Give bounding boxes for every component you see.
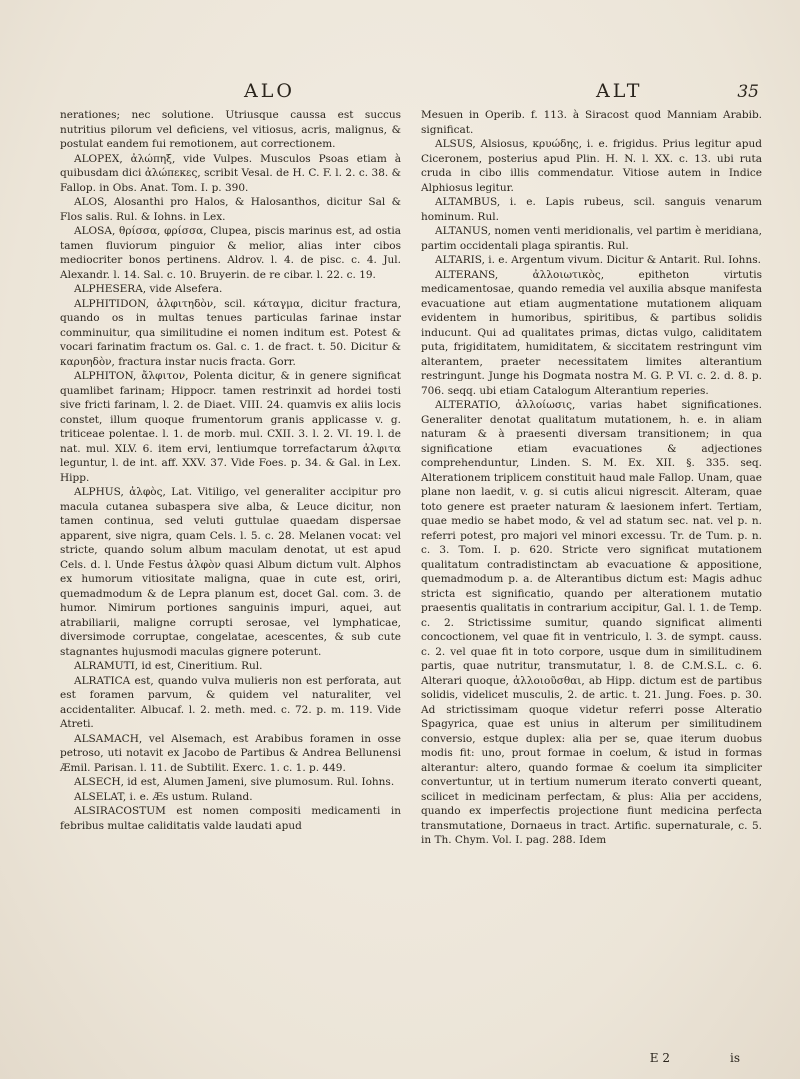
- entry-paragraph: ALRAMUTI, id est, Cineritium. Rul.: [74, 660, 263, 672]
- entry-paragraph: ALSIRACOSTUM est nomen compositi medicamenti in febribus multae caliditatis valde laudati apud: [60, 805, 401, 832]
- entry-paragraph: ALOPEX, ἀλώπηξ, vide Vulpes. Musculos Psoas etiam à quibusdam dici ἀλώπεκες, scribit Vesal. de H. C. F. l. 2. c. 38. & Fallop. in Obs. Anat. Tom. I. p. 390.: [60, 152, 401, 194]
- entry-paragraph: ALSAMACH, vel Alsemach, est Arabibus foramen in osse petroso, uti notavit ex Jacobo de Partibus & Andrea Bellunensi Æmil. Parisan. l. 11. de Subtilit. Exerc. 1. c. 1. p. 449.: [60, 732, 401, 774]
- entry-paragraph: ALTERANS, ἀλλοιωτικὸς, epitheton virtutis medicamentosae, quando remedia vel auxilia absque manifesta evacuatione aut etiam augmentatione mutationem aliquam evidentem in humoribus, spiritibus, & partibus solidis inducunt. Qui ad qualitates primas, dictas vulgo, caliditatem puta, frigiditatem, humiditatem, & siccitatem restringunt vim alterantem, praeter necessitatem limites alterantium restringunt. Junge his Dogmata nostra M. G. P. VI. c. 2. d. 8. p. 706. seqq. ubi etiam Catalogum Alterantium reperies.: [421, 268, 762, 397]
- entry-paragraph: ALPHITIDON, ἀλφιτηδὸν, scil. κάταγμα, dicitur fractura, quando os in multas tenues particulas farinae instar comminuitur, qua similitudine ei nomen inditum est. Potest & vocari farinatim fractum os. Gal. c. 1. de fract. t. 50. Dicitur & καρυηδὸν, fractura instar nucis fracta. Gorr.: [60, 297, 401, 368]
- left-column: [60, 108, 401, 848]
- page-footer: [650, 1051, 740, 1065]
- entry-paragraph: ALTERATIO, ἀλλοίωσις, varias habet significationes. Generaliter denotat qualitatum mutationem, h. e. in aliam naturam & à praesenti diversam transitionem; in qua significatione etiam evacuationes & adjectiones comprehenduntur, Linden. S. M. Ex. XII. §. 335. seq. Alterationem triplicem constituit haud male Fallop. Unam, quae plane non laedit, v. g. si cutis alicui nigrescit. Alteram, quae toto genere est praeter naturam & laesionem infert. Tertiam, quae medio se habet modo, & vel ad statum sec. nat. vel p. n. referri potest, pro majori vel minori excessu. Tr. de Tum. p. n. c. 3. Tom. I. p. 620. Stricte vero significat mutationem qualitatum contradistinctam ab evacuatione & appositione, quemadmodum p. a. de Alterantibus dictum est: Magis adhuc stricta est significatio, quando per alterationem mutatio praesentis qualitatis in contrarium accipitur, Gal. l. 1. de Temp. c. 2. Strictissime sumitur, quando significat alimenti concoctionem, vel quae fit in ventriculo, l. 3. de sympt. causs. c. 2. vel quae fit in toto corpore, usque dum in similitudinem partis, quae nutritur, transmutatur, l. 8. de C.M.S.L. c. 6. Alterari quoque, ἀλλοιοῦσθαι, ab Hipp. dictum est de partibus solidis, videlicet musculis, 2. de artic. t. 21. Jung. Foes. p. 30. Ad strictissimam quoque videtur referri posse Alteratio Spagyrica, quae est unius in alterum per similitudinem conversio, estque duplex: alia per se, quae iterum duobus modis fit: uno, prout formae in coelum, & istud in formas alterantur: altero, quando formae & coelum ita simpliciter convertuntur, ut in tertium numerum iterato converti queant, scilicet in medicinam perfectam, & plus: Alia per accidens, quando ex imperfectis projectione fiunt medicina perfecta transmutatione, Dornaeus in tract. Artific. supernaturale, c. 5. in Th. Chym. Vol. I. pag. 288. Idem: [421, 399, 762, 846]
- entry-paragraph: ALOSA, θρίσσα, φρίσσα, Clupea, piscis marinus est, ad ostia tamen fluviorum pinguior & melior, alias inter cibos mediocriter bonos pertinens. Aldrov. l. 4. de pisc. c. 4. Jul. Alexandr. l. 14. Sal. c. 10. Bruyerin. de re cibar. l. 22. c. 19.: [60, 225, 401, 281]
- entry-paragraph: ALSECH, id est, Alumen Jameni, sive plumosum. Rul. Iohns.: [74, 776, 395, 788]
- right-column: [421, 108, 762, 848]
- entry-paragraph: ALTANUS, nomen venti meridionalis, vel partim è meridiana, partim occidentali plaga spirantis. Rul.: [421, 225, 762, 252]
- entry-paragraph: ALSUS, Alsiosus, κρυώδης, i. e. frigidus. Prius legitur apud Ciceronem, posterius apud Plin. H. N. l. XX. c. 13. ubi ruta cruda in cibo illis commendatur. Vitiose autem in Indice Alphiosus legitur.: [421, 138, 762, 194]
- entry-paragraph: ALPHUS, ἀλφὸς, Lat. Vitiligo, vel generaliter accipitur pro macula cutanea subaspera sive alba, & Leuce dicitur, non tamen continua, sed veluti guttulae quaedam dispersae apparent, sive nigra, quam Cels. l. 5. c. 28. Melanen vocat: vel stricte, quando solum album maculam denotat, ut est apud Cels. d. l. Unde Festus ἀλφὸν quasi Album dictum vult. Alphos ex humorum vitiositate maligna, quae in cute est, oriri, quemadmodum & de Lepra planum est, docet Gal. com. 3. de humor. Nimirum portiones sanguinis impuri, aquei, aut atrabiliarii, maligne corrupti serosae, vel lymphaticae, diversimode corruptae, congelatae, acescentes, & sub cute stagnantes hujusmodi maculas gignere poterunt.: [60, 486, 401, 658]
- page-header: [40, 18, 780, 102]
- entry-paragraph: ALOS, Alosanthi pro Halos, & Halosanthos, dicitur Sal & Flos salis. Rul. & Iohns. in Lex.: [60, 196, 401, 223]
- running-head-right: ALT: [596, 80, 643, 102]
- two-column-body: [60, 108, 779, 848]
- catchword: is: [730, 1051, 740, 1065]
- entry-paragraph: ALSELAT, i. e. Æs ustum. Ruland.: [74, 790, 253, 803]
- entry-paragraph: ALRATICA est, quando vulva mulieris non est perforata, aut est foramen parvum, & quidem vel naturaliter, vel accidentaliter. Albucaf. l. 2. meth. med. c. 72. p. m. 119. Vide Atreti.: [60, 674, 401, 730]
- signature-mark: E 2: [649, 1051, 670, 1065]
- entry-paragraph: Mesuen in Operib. f. 113. à Siracost quod Manniam Arabib. significat.: [421, 109, 762, 136]
- entry-paragraph: ALTARIS, i. e. Argentum vivum. Dicitur & Antarit. Rul. Iohns.: [435, 254, 761, 266]
- entry-paragraph: nerationes; nec solutione. Utriusque caussa est succus nutritius pilorum vel deficiens, vel vitiosus, acris, malignus, & postulat eandem fui remotionem, aut correctionem.: [60, 109, 401, 150]
- page-number: 35: [737, 82, 759, 102]
- entry-paragraph: ALPHITON, ἄλφιτον, Polenta dicitur, & in genere significat quamlibet farinam; Hippocr. tamen restrinxit ad hordei tosti sive fricti farinam, l. 2. de Diaet. VIII. 24. quamvis ex aliis locis constet, illum quoque frumentorum granis applicasse v. g. triticeae polentae. l. 1. de morb. mul. CXII. 3. l. 2. VI. 19. l. de nat. mul. XLV. 6. item ervi, lentiumque torrefactarum ἀλφιτα leguntur, l. de int. aff. XXV. 37. Vide Foes. p. 34. & Gal. in Lex. Hipp.: [60, 370, 401, 484]
- entry-paragraph: ALPHESERA, vide Alsefera.: [74, 283, 223, 295]
- running-head-left: ALO: [244, 80, 295, 102]
- entry-paragraph: ALTAMBUS, i. e. Lapis rubeus, scil. sanguis venarum hominum. Rul.: [421, 196, 762, 223]
